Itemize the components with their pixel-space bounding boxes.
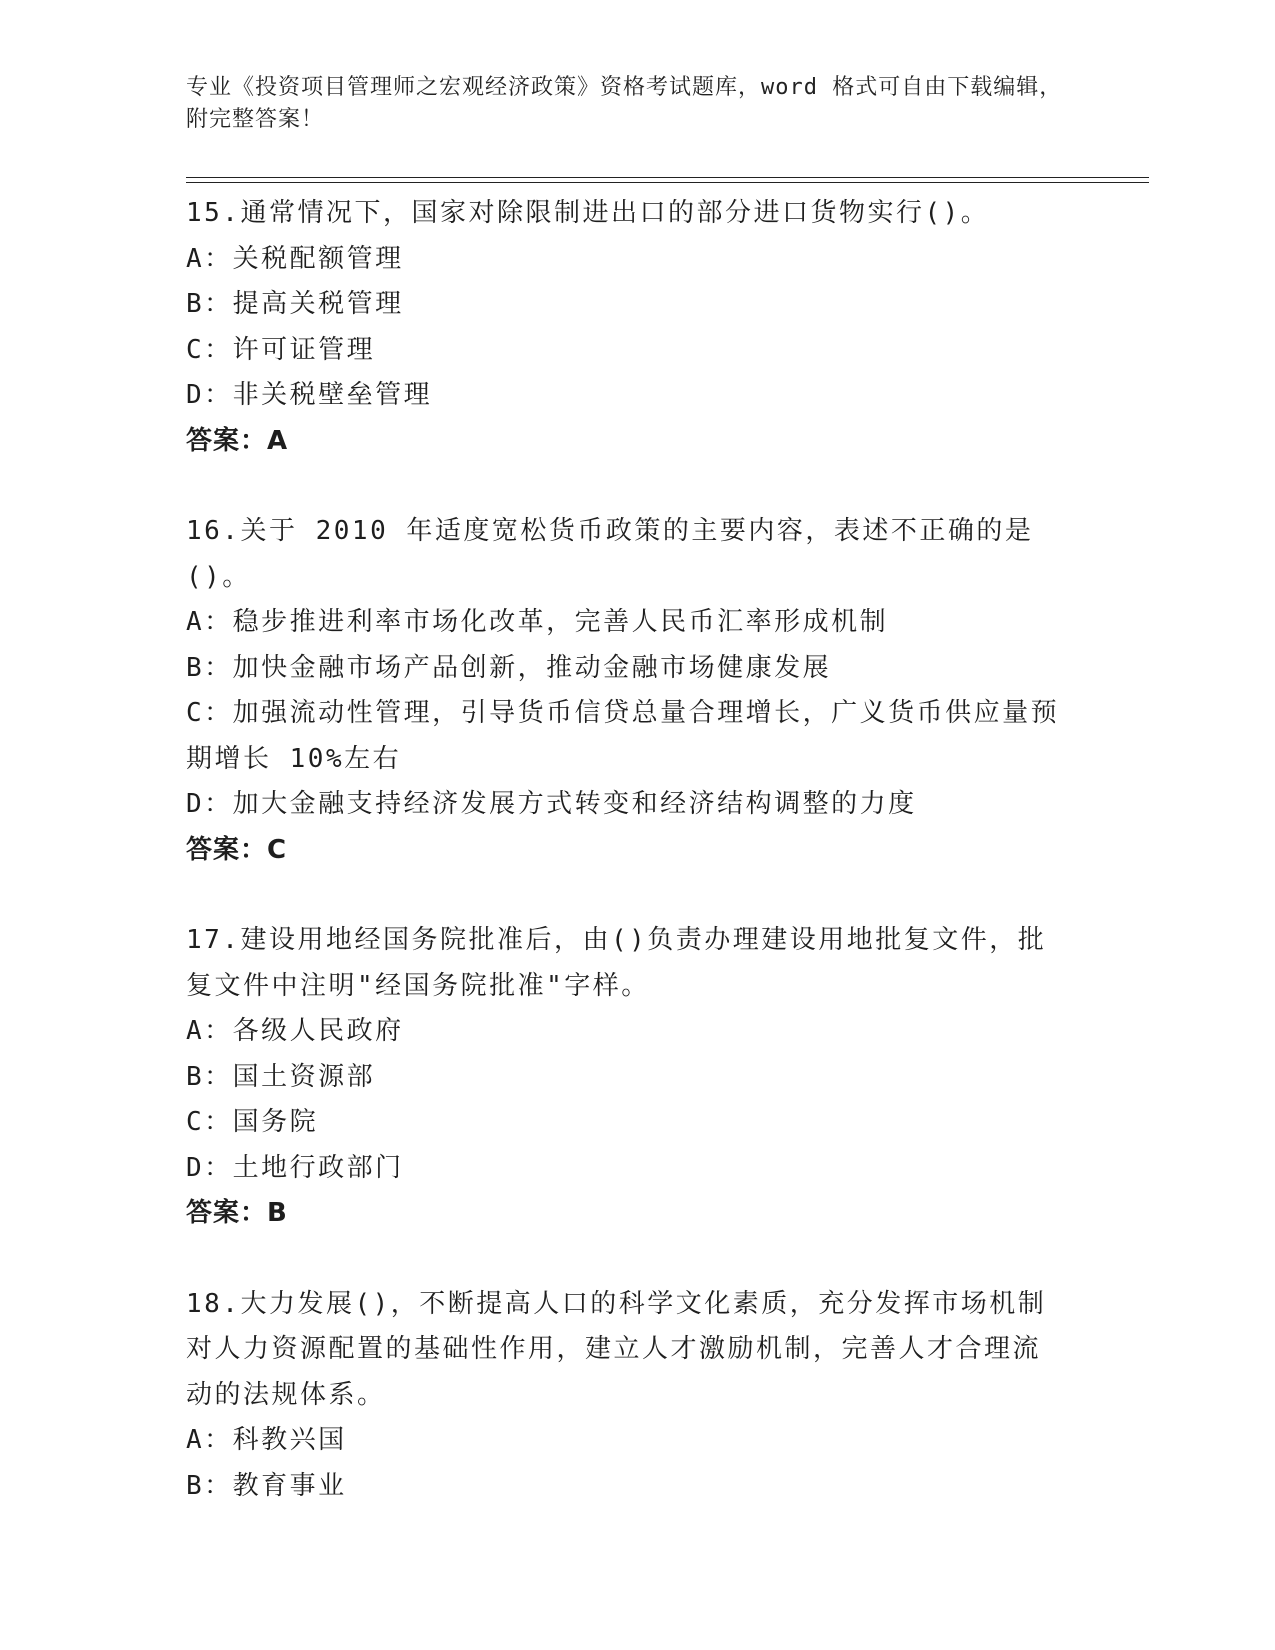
answer-line: 答案：C <box>186 834 288 865</box>
question-spacer <box>186 1237 1066 1282</box>
question-18 <box>186 1282 1066 1510</box>
question-15 <box>186 191 1066 464</box>
question-stem: 15.通常情况下，国家对除限制进出口的部分进口货物实行()。 <box>186 198 990 228</box>
option-c: C：加强流动性管理，引导货币信贷总量合理增长，广义货币供应量预期增长 10%左右 <box>186 698 1060 774</box>
question-spacer <box>186 873 1066 918</box>
question-17 <box>186 918 1066 1237</box>
question-spacer <box>186 464 1066 509</box>
option-b: B：国土资源部 <box>186 1061 376 1092</box>
question-list <box>186 191 1066 1509</box>
header-divider-top <box>186 177 1149 178</box>
option-d: D：加大金融支持经济发展方式转变和经济结构调整的力度 <box>186 789 917 819</box>
option-c: C：许可证管理 <box>186 334 376 365</box>
option-d: D：土地行政部门 <box>186 1152 404 1183</box>
option-a: A：关税配额管理 <box>186 243 404 274</box>
option-c: C：国务院 <box>186 1107 319 1137</box>
option-a: A：各级人民政府 <box>186 1016 404 1046</box>
document-header: 专业《投资项目管理师之宏观经济政策》资格考试题库，word 格式可自由下载编辑，附完整答案！ <box>186 75 1063 132</box>
header-divider-bottom <box>186 182 1149 183</box>
option-b: B：教育事业 <box>186 1470 347 1501</box>
option-b: B：加快金融市场产品创新，推动金融市场健康发展 <box>186 652 832 683</box>
question-stem: 16.关于 2010 年适度宽松货币政策的主要内容，表述不正确的是()。 <box>186 516 1034 592</box>
answer-line: 答案：B <box>186 1198 288 1228</box>
option-a: A：稳步推进利率市场化改革，完善人民币汇率形成机制 <box>186 607 889 637</box>
answer-line: 答案：A <box>186 425 289 456</box>
question-stem: 17.建设用地经国务院批准后，由()负责办理建设用地批复文件，批复文件中注明"经国务院批准"字样。 <box>186 925 1047 1001</box>
question-stem: 18.大力发展()，不断提高人口的科学文化素质，充分发挥市场机制对人力资源配置的基础性作用，建立人才激励机制，完善人才合理流动的法规体系。 <box>186 1288 1047 1410</box>
question-16 <box>186 509 1066 873</box>
option-a: A：科教兴国 <box>186 1425 347 1455</box>
option-d: D：非关税壁垒管理 <box>186 380 433 410</box>
option-b: B：提高关税管理 <box>186 289 404 319</box>
